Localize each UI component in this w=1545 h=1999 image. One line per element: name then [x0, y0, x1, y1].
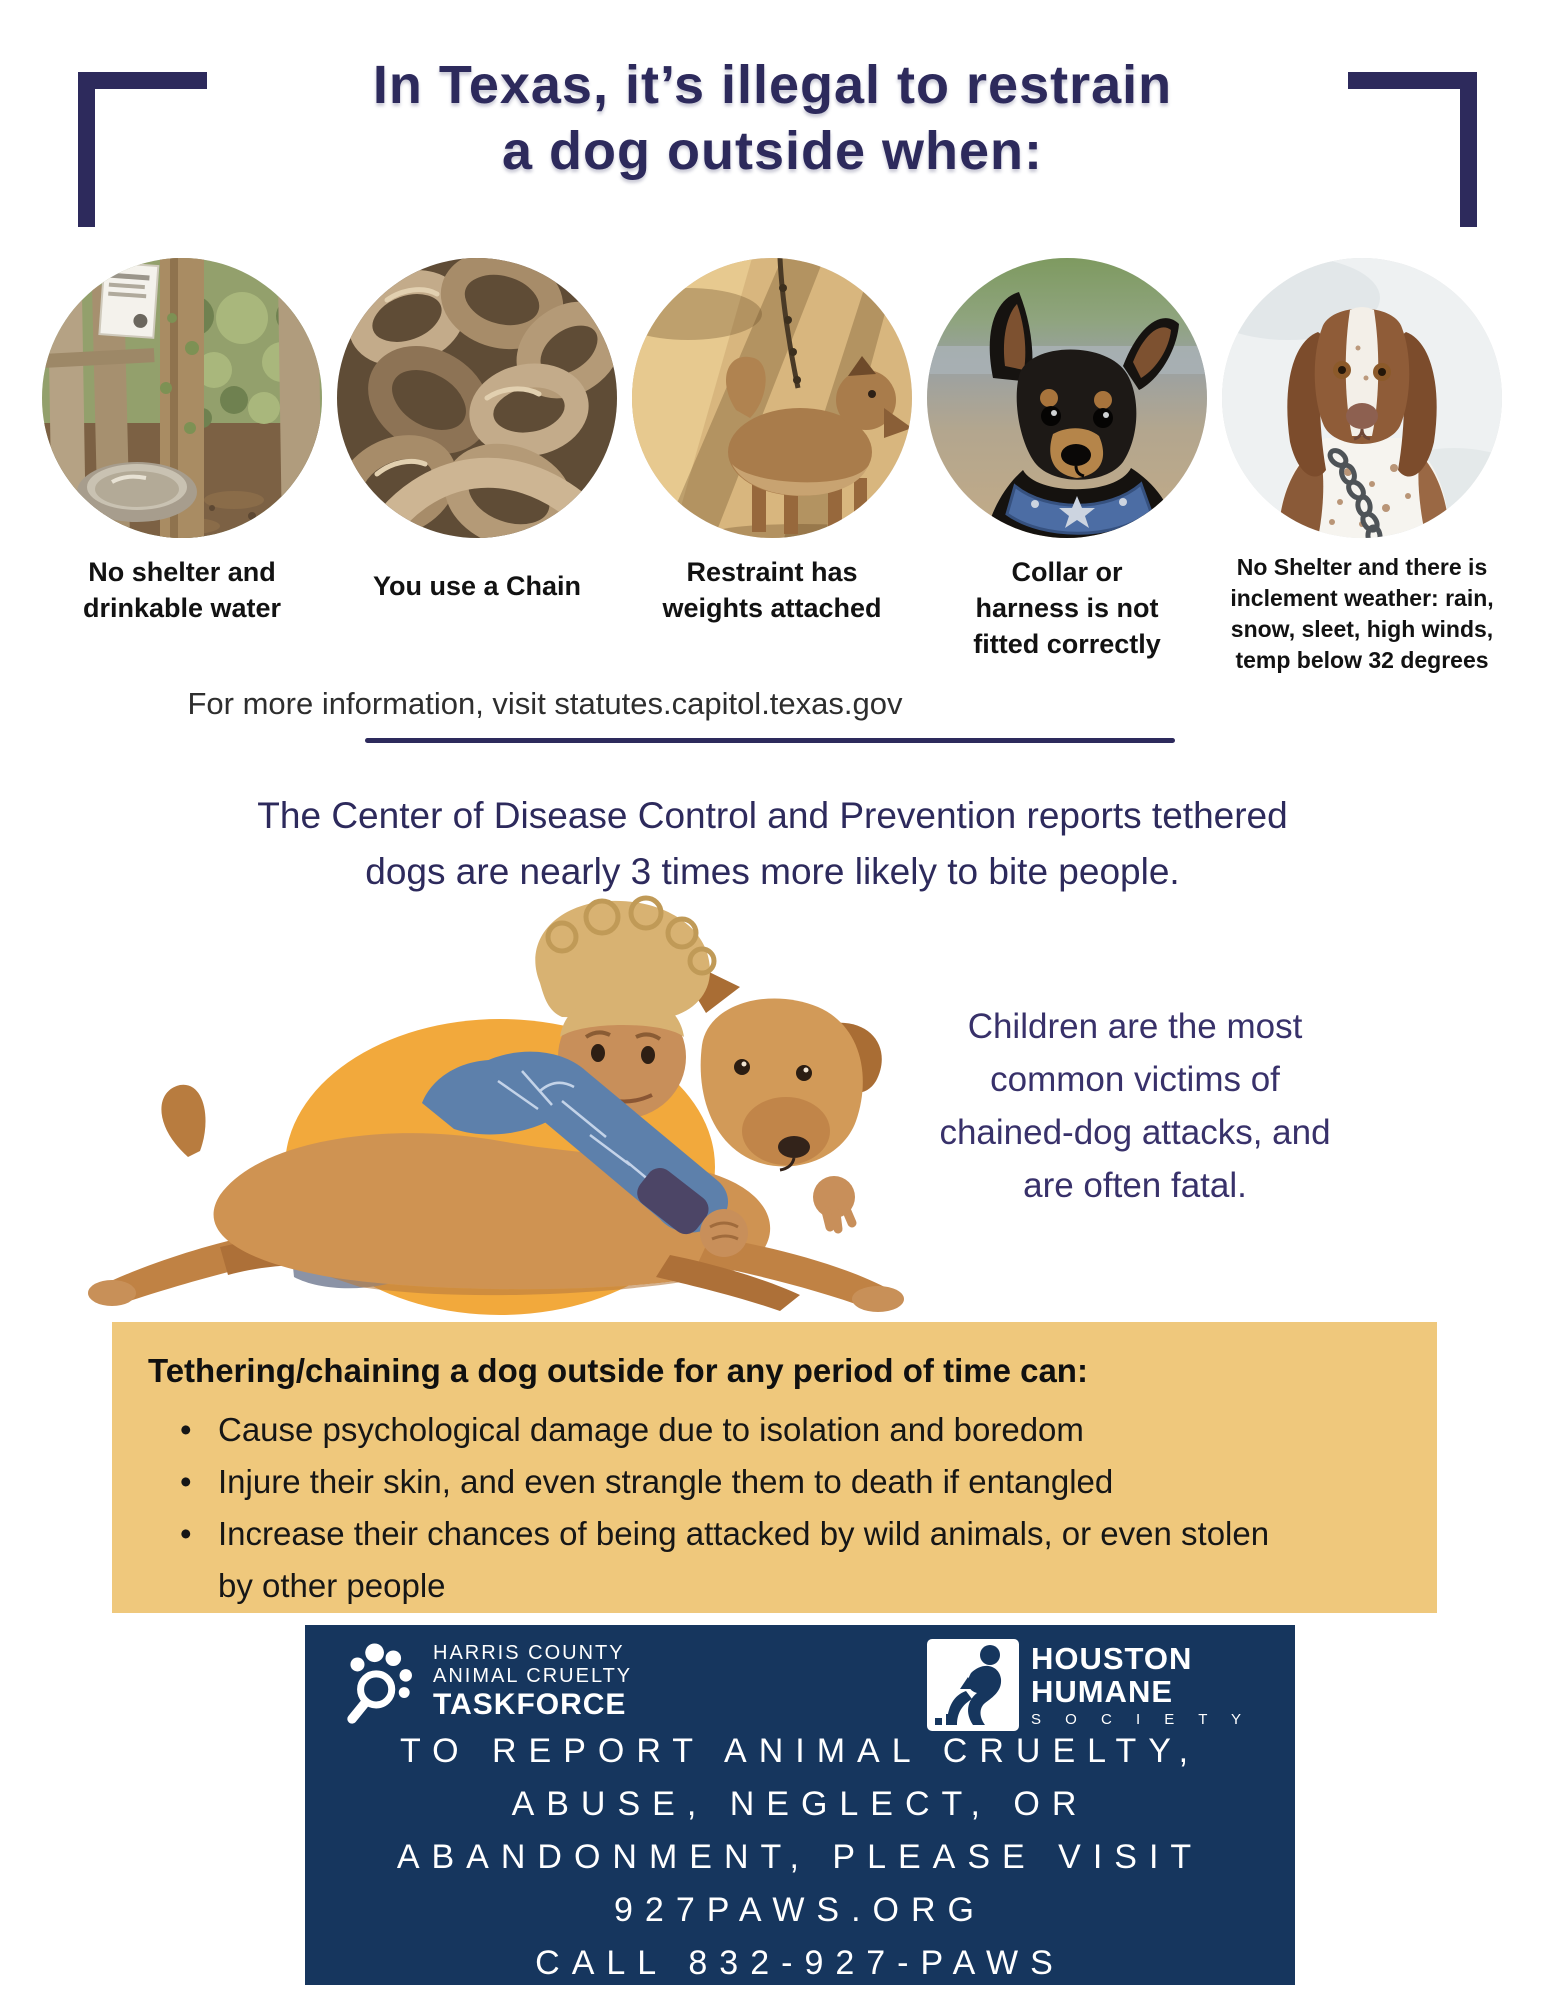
children-fact — [880, 1000, 1390, 1212]
caption-line: You use a Chain — [372, 571, 582, 601]
harris-county-taskforce-text — [433, 1642, 632, 1722]
caption-line: harness is not — [975, 593, 1159, 623]
report-line: 927PAWS.ORG — [614, 1891, 986, 1929]
caption-line: drinkable water — [82, 593, 282, 623]
children-fact-line: Children are the most — [967, 1007, 1303, 1046]
cdc-fact-line-1: The Center of Disease Control and Prevention reports tethered — [257, 795, 1288, 836]
children-fact-line: common victims of — [990, 1060, 1280, 1099]
statute-info-text: For more information, visit statutes.capitol.texas.gov — [187, 686, 903, 721]
tethering-bullet: • Injure their skin, and even strangle them to death if entangled — [172, 1456, 1298, 1508]
hcact-line-3: TASKFORCE — [433, 1688, 627, 1721]
houston-humane-society-text — [1031, 1642, 1251, 1728]
caption-line: snow, sleet, high winds, — [1230, 616, 1494, 642]
violation-no-water — [42, 258, 322, 676]
hhs-line-3: S O C I E T Y — [1030, 1711, 1251, 1728]
title-line-2: a dog outside when: — [502, 121, 1043, 181]
divider-line — [365, 738, 1175, 743]
violation-caption — [1230, 552, 1493, 676]
hhs-line-2: HUMANE — [1030, 1674, 1174, 1709]
harris-county-taskforce-logo — [345, 1639, 632, 1725]
caption-line: temp below 32 degrees — [1235, 647, 1489, 673]
caption-line: Restraint has — [686, 557, 858, 587]
report-instructions — [305, 1725, 1295, 1990]
violation-caption — [973, 554, 1161, 662]
violation-weather — [1222, 258, 1502, 676]
caption-line: No Shelter and there is — [1236, 554, 1488, 580]
tethering-heading: Tethering/chaining a dog outside for any period of time can: — [148, 1352, 1088, 1389]
hcact-line-2: ANIMAL CRUELTY — [433, 1665, 633, 1687]
fence-and-empty-water-bowl-photo — [42, 258, 322, 538]
hhs-line-1: HOUSTON — [1030, 1641, 1193, 1676]
caption-line: inclement weather: rain, — [1230, 585, 1494, 611]
violations-row — [42, 258, 1502, 676]
children-fact-line: are often fatal. — [1023, 1166, 1247, 1205]
child-hugging-tan-dog-photo — [70, 895, 910, 1320]
cdc-fact-line-2: dogs are nearly 3 times more likely to bite people. — [365, 851, 1180, 892]
tethering-bullet: • Cause psychological damage due to isolation and boredom — [172, 1404, 1298, 1456]
page-title — [0, 52, 1545, 184]
paw-magnifier-icon — [345, 1639, 419, 1725]
violation-caption — [83, 554, 281, 626]
tethering-bullet-list — [172, 1404, 1437, 1612]
puppy-with-oversized-blue-collar-photo — [927, 258, 1207, 538]
caption-line: weights attached — [662, 593, 882, 623]
tethering-warning-box — [112, 1322, 1437, 1613]
dog-with-chain-in-snow-photo — [1222, 258, 1502, 538]
hcact-line-1: HARRIS COUNTY — [433, 1642, 625, 1664]
title-line-1: In Texas, it’s illegal to restrain — [372, 55, 1173, 115]
caption-line: No shelter and — [88, 557, 276, 587]
children-fact-line: chained-dog attacks, and — [939, 1113, 1331, 1152]
caption-line: fitted correctly — [973, 629, 1161, 659]
violation-collar — [927, 258, 1207, 676]
pile-of-heavy-chains-photo — [337, 258, 617, 538]
dog-person-silhouette-icon — [927, 1639, 1019, 1731]
dog-tethered-by-chain-on-dirt-photo — [632, 258, 912, 538]
footer-banner — [305, 1625, 1295, 1985]
houston-humane-society-logo — [927, 1639, 1251, 1731]
report-line: ABANDONMENT, PLEASE VISIT — [396, 1838, 1204, 1876]
report-line: TO REPORT ANIMAL CRUELTY, — [399, 1732, 1201, 1770]
caption-line: Collar or — [1011, 557, 1123, 587]
violation-weights — [632, 258, 912, 676]
cdc-fact — [0, 788, 1545, 900]
report-line: CALL 832-927-PAWS — [535, 1944, 1065, 1982]
violation-caption — [662, 554, 881, 626]
violation-chain — [337, 258, 617, 676]
violation-caption — [373, 568, 581, 604]
report-line: ABUSE, NEGLECT, OR — [511, 1785, 1089, 1823]
tethering-bullet: • Increase their chances of being attacked by wild animals, or even stolen by other people — [172, 1508, 1298, 1612]
